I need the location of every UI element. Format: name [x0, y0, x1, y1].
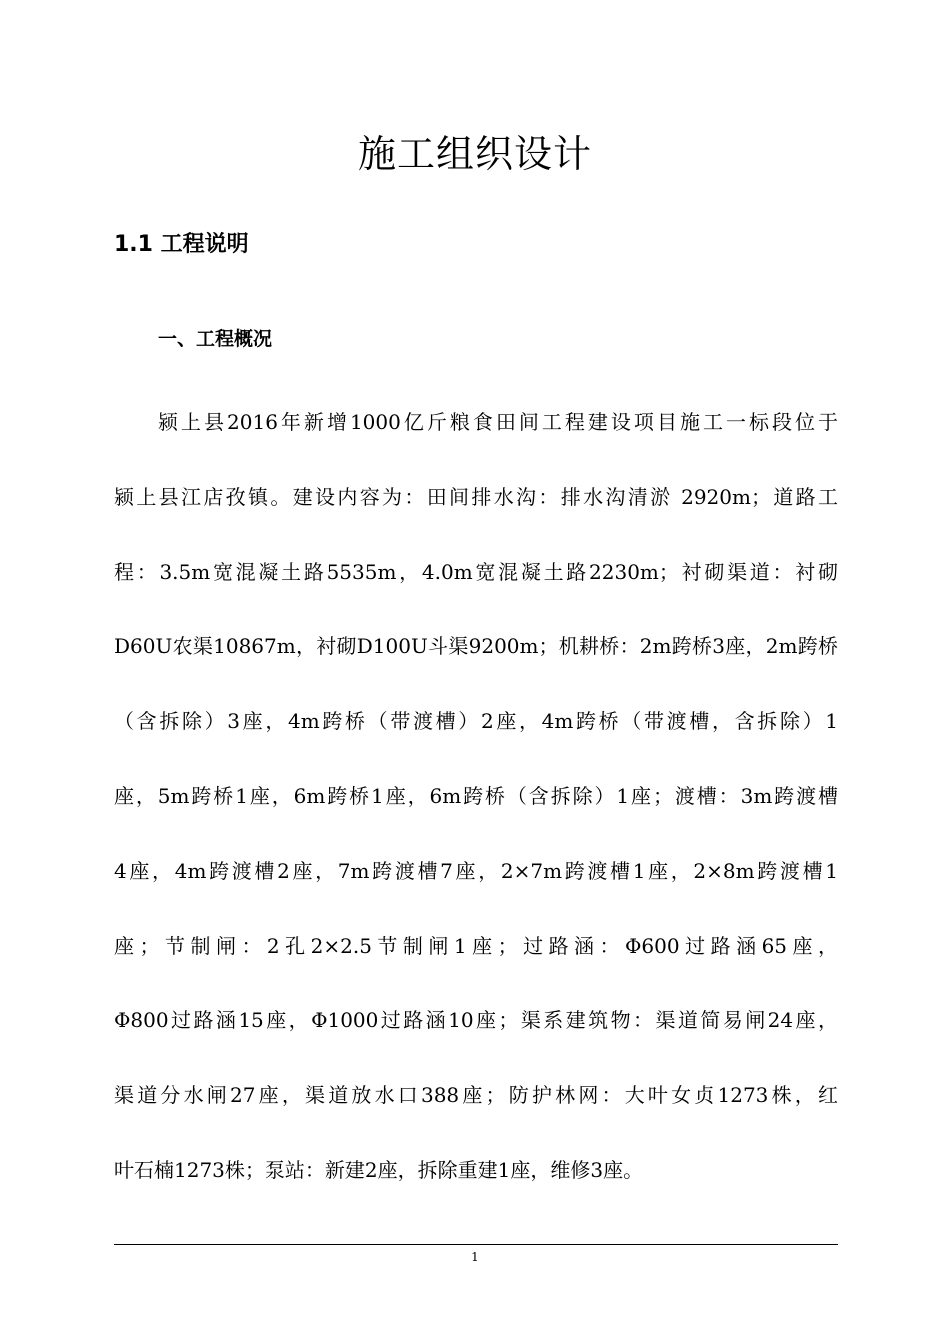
paragraph-line: 4座，4m跨渡槽2座，7m跨渡槽7座，2×7m跨渡槽1座，2×8m跨渡槽1 — [114, 858, 838, 883]
paragraph-line: D60U农渠10867m，衬砌D100U斗渠9200m；机耕桥：2m跨桥3座，2m跨桥 — [114, 634, 838, 659]
project-overview-paragraph — [114, 404, 838, 1227]
paragraph-line: 座；节制闸：2孔2×2.5节制闸1座；过路涵：Φ600过路涵65座， — [114, 933, 838, 958]
paragraph-line: 颍上县江店孜镇。建设内容为：田间排水沟：排水沟清淤 2920m；道路工 — [114, 484, 838, 509]
paragraph-line: （含拆除）3座，4m跨桥（带渡槽）2座，4m跨桥（带渡槽，含拆除）1 — [114, 709, 838, 734]
paragraph-line: 渠道分水闸27座，渠道放水口388座；防护林网：大叶女贞1273株，红 — [114, 1083, 838, 1108]
page-number: 1 — [471, 1250, 479, 1264]
paragraph-line: 程：3.5m宽混凝土路5535m，4.0m宽混凝土路2230m；衬砌渠道：衬砌 — [114, 559, 838, 584]
document-title: 施工组织设计 — [357, 132, 592, 176]
paragraph-line: 叶石楠1273株；泵站：新建2座，拆除重建1座，维修3座。 — [114, 1157, 644, 1182]
sub-heading: 一、工程概况 — [158, 328, 273, 350]
footer-divider — [114, 1244, 838, 1245]
paragraph-line: 座，5m跨桥1座，6m跨桥1座，6m跨桥（含拆除）1座；渡槽：3m跨渡槽 — [114, 783, 838, 808]
section-heading: 1.1 工程说明 — [114, 232, 249, 257]
paragraph-line: Φ800过路涵15座，Φ1000过路涵10座；渠系建筑物：渠道简易闸24座， — [114, 1008, 838, 1033]
paragraph-line: 颍上县2016年新增1000亿斤粮食田间工程建设项目施工一标段位于 — [158, 410, 838, 434]
